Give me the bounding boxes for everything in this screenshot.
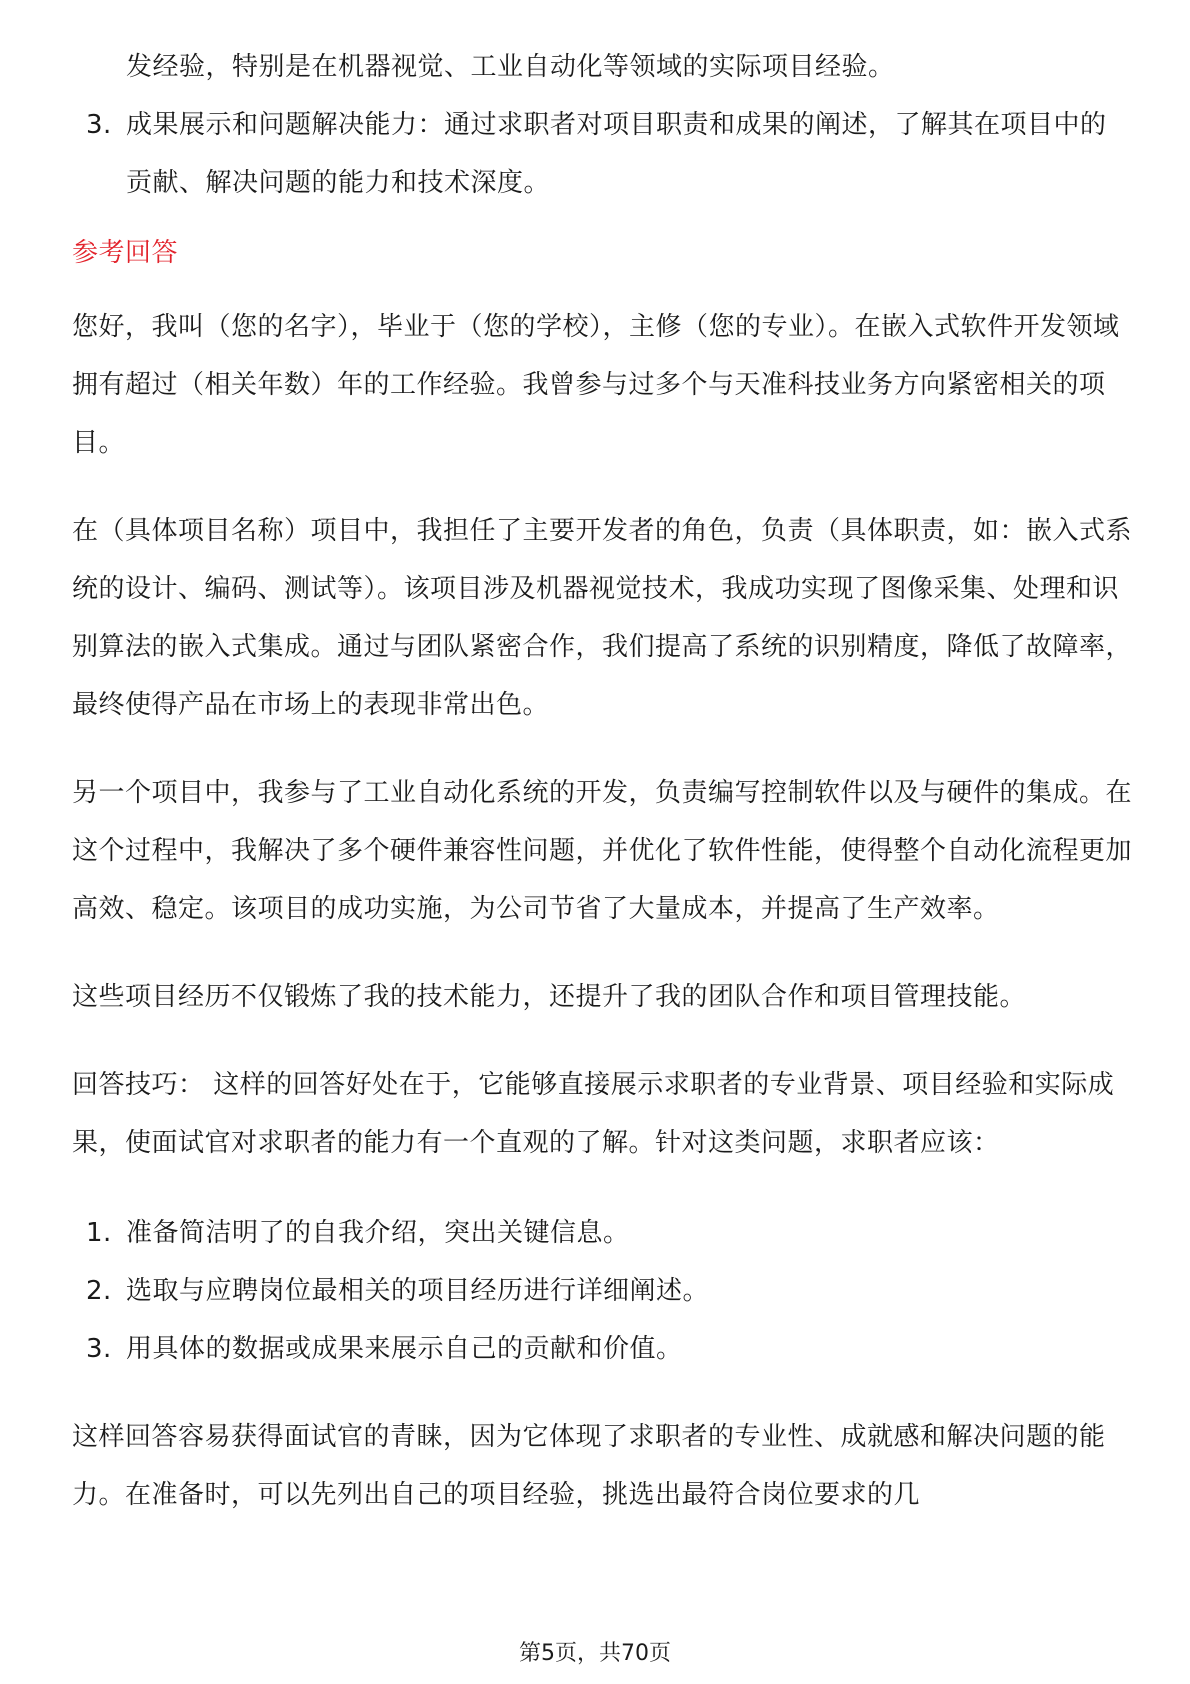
paragraph-self-intro: 您好，我叫（您的名字），毕业于（您的学校），主修（您的专业）。在嵌入式软件开发领域拥有超过（相关年数）年的工作经验。我曾参与过多个与天准科技业务方向紧密相关的项目。 [72, 312, 1120, 458]
list-number: 2. [86, 1276, 112, 1306]
intro-continuation: 发经验，特别是在机器视觉、工业自动化等领域的实际项目经验。 [126, 52, 895, 82]
tips-list [72, 1204, 1132, 1378]
list-text: 选取与应聘岗位最相关的项目经历进行详细阐述。 [126, 1276, 710, 1306]
paragraph-answer-tips: 回答技巧： 这样的回答好处在于，它能够直接展示求职者的专业背景、项目经验和实际成果，使面试官对求职者的能力有一个直观的了解。针对这类问题，求职者应该： [72, 1070, 1115, 1158]
list-number: 1. [86, 1218, 112, 1248]
list-item [72, 1204, 1132, 1262]
paragraph-project-one: 在（具体项目名称）项目中，我担任了主要开发者的角色，负责（具体职责，如：嵌入式系统的设计、编码、测试等）。该项目涉及机器视觉技术，我成功实现了图像采集、处理和识别算法的嵌入式集成。通过与团队紧密合作，我们提高了系统的识别精度，降低了故障率，最终使得产品在市场上的表现非常出色。 [72, 516, 1133, 720]
list-item [72, 1262, 1132, 1320]
list-item [72, 1320, 1132, 1378]
paragraph-closing: 这样回答容易获得面试官的青睐，因为它体现了求职者的专业性、成就感和解决问题的能力。在准备时，可以先列出自己的项目经验，挑选出最符合岗位要求的几 [72, 1422, 1106, 1510]
list-item [72, 96, 1132, 212]
list-text: 成果展示和问题解决能力：通过求职者对项目职责和成果的阐述，了解其在项目中的贡献、解决问题的能力和技术深度。 [126, 110, 1107, 198]
list-text: 准备简洁明了的自我介绍，突出关键信息。 [126, 1218, 630, 1248]
paragraph-summary: 这些项目经历不仅锻炼了我的技术能力，还提升了我的团队合作和项目管理技能。 [72, 982, 1027, 1012]
document-body [72, 38, 1132, 1524]
section-heading: 参考回答 [72, 238, 179, 268]
intro-list [72, 96, 1132, 212]
list-number: 3. [86, 110, 112, 140]
list-text: 用具体的数据或成果来展示自己的贡献和价值。 [126, 1334, 683, 1364]
paragraph-project-two: 另一个项目中，我参与了工业自动化系统的开发，负责编写控制软件以及与硬件的集成。在这个过程中，我解决了多个硬件兼容性问题，并优化了软件性能，使得整个自动化流程更加高效、稳定。该项目的成功实施，为公司节省了大量成本，并提高了生产效率。 [72, 778, 1133, 924]
list-number: 3. [86, 1334, 112, 1364]
page-footer: 第5页，共70页 [519, 1641, 671, 1666]
